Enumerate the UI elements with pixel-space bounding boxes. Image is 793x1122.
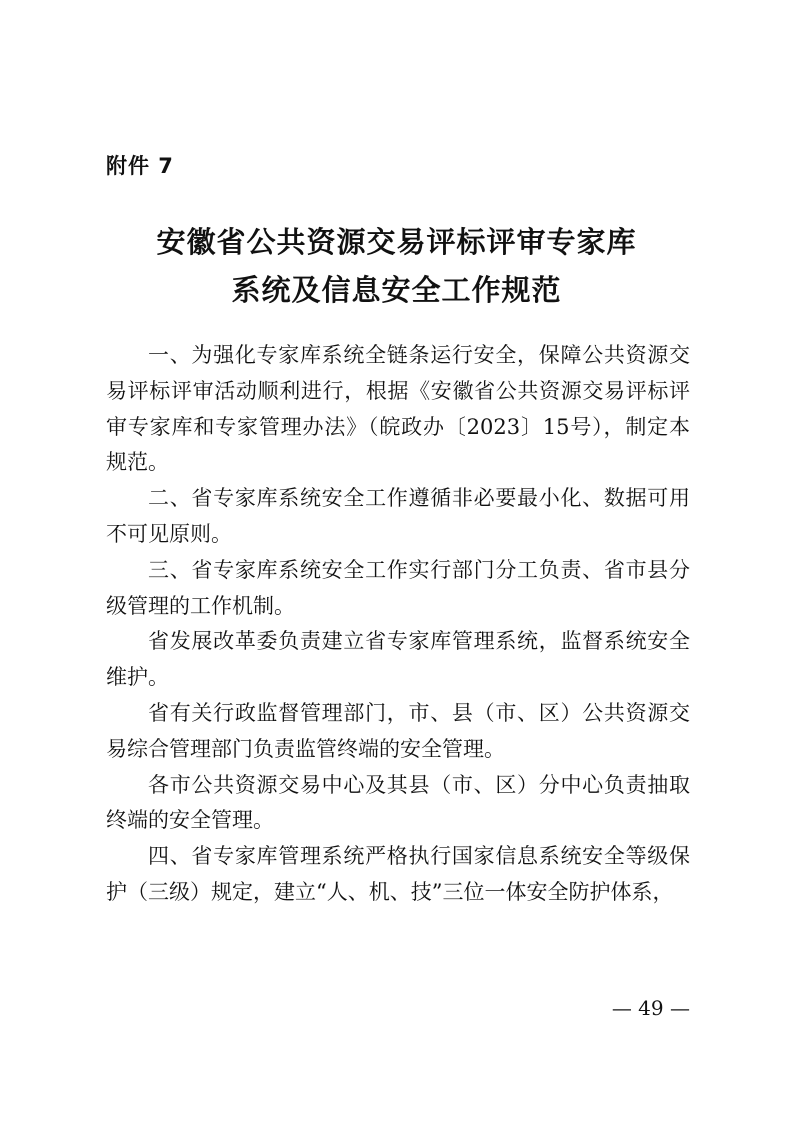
paragraph-3: 三、省专家库系统安全工作实行部门分工负责、省市县分级管理的工作机制。 [106,557,690,618]
paragraph-6: 各市公共资源交易中心及其县（市、区）分中心负责抽取终端的安全管理。 [106,772,690,833]
paragraph-2: 二、省专家库系统安全工作遵循非必要最小化、数据可用不可见原则。 [106,486,690,546]
paragraph-7: 四、省专家库管理系统严格执行国家信息系统安全等级保护（三级）规定，建立“人、机、技”三位一体安全防护体系， [106,844,690,904]
attachment-label: 附件 7 [106,154,174,178]
page-number: — 49 — [611,996,690,1020]
document-body [106,338,690,911]
document-title [60,218,733,314]
paragraph-1: 一、为强化专家库系统全链条运行安全，保障公共资源交易评标评审活动顺利进行，根据《安徽省公共资源交易评标评审专家库和专家管理办法》（皖政办〔2023〕15号），制定本规范。 [106,343,690,475]
title-line-2: 系统及信息安全工作规范 [231,273,562,307]
title-line-1: 安徽省公共资源交易评标评审专家库 [156,225,637,259]
paragraph-4: 省发展改革委负责建立省专家库管理系统，监督系统安全维护。 [106,629,690,690]
paragraph-5: 省有关行政监督管理部门，市、县（市、区）公共资源交易综合管理部门负责监管终端的安全管理。 [106,700,690,761]
